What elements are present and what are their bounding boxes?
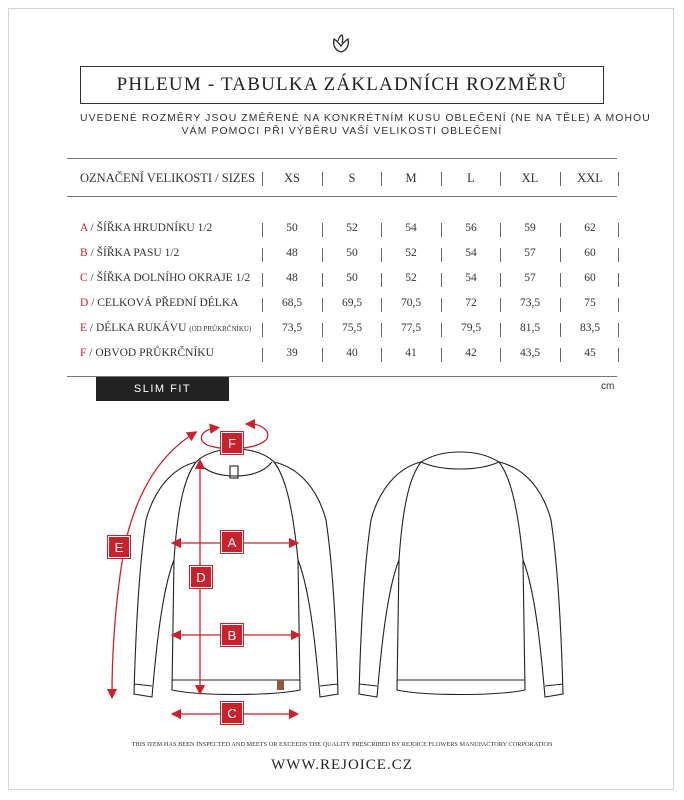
tag-b: B [221,624,243,646]
table-cell: 81,5 [519,322,541,334]
table-cell: 48 [286,272,298,284]
table-cell: 79,5 [460,322,482,334]
row-text: / ŠÍŘKA PASU 1/2 [87,247,180,259]
table-cell: 40 [346,347,358,359]
size-header-s: S [348,171,356,185]
tag-f: F [221,432,243,454]
table-cell: 50 [286,222,298,234]
tag-a: A [221,531,243,553]
row-letter: F [80,347,87,359]
table-cell: 62 [584,222,596,234]
row-letter: D [80,297,89,309]
table-cell: 52 [405,247,417,259]
row-letter: E [80,322,88,334]
back-sweater-drawing [359,452,563,697]
slim-fit-badge: SLIM FIT [96,377,229,401]
table-cell: 41 [405,347,417,359]
table-cell: 75,5 [341,322,363,334]
table-cell: 54 [465,272,477,284]
table-cell: 43,5 [519,347,541,359]
table-cell: 39 [286,347,298,359]
size-header-m: M [405,171,417,185]
table-cell: 54 [465,247,477,259]
row-text: / OBVOD PRŮKRČNÍKU [86,347,214,359]
table-cell: 72 [465,297,477,309]
size-header-xl: XL [521,171,539,185]
table-cell: 57 [524,272,536,284]
tag-e: E [108,536,130,558]
page-title: PHLEUM - TABULKA ZÁKLADNÍCH ROZMĚRŮ [80,66,604,104]
arrow-e [112,434,193,694]
size-header-label: OZNAČENÍ VELIKOSTI / SIZES [80,171,256,185]
row-text: / ŠÍŘKA HRUDNÍKU 1/2 [87,222,213,234]
table-cell: 83,5 [579,322,601,334]
quality-note: THIS ITEM HAS BEEN INSPECTED AND MEETS OR EXCEEDS THE QUALITY PRESCRIBED BY REJOICE FLOWERS MANUFACTORY CORPORATION [131,741,553,748]
table-cell: 59 [524,222,536,234]
size-header-xxl: XXL [577,171,603,185]
table-cell: 75 [584,297,596,309]
table-cell: 77,5 [400,322,422,334]
table-cell: 50 [346,247,358,259]
front-sweater-drawing [134,449,338,697]
table-cell: 54 [405,222,417,234]
table-cell: 57 [524,247,536,259]
row-letter: B [80,247,88,259]
table-cell: 68,5 [281,297,303,309]
table-cell: 52 [346,222,358,234]
table-cell: 52 [405,272,417,284]
row-text: / CELKOVÁ PŘEDNÍ DÉLKA [88,297,239,309]
table-cell: 70,5 [400,297,422,309]
table-cell: 69,5 [341,297,363,309]
unit-label: cm [601,381,615,392]
table-cell: 73,5 [519,297,541,309]
size-header-l: L [467,171,475,185]
website-link[interactable]: WWW.REJOICE.CZ [271,757,413,773]
table-cell: 48 [286,247,298,259]
tag-d: D [190,566,212,588]
table-cell: 42 [465,347,477,359]
row-text: / ŠÍŘKA DOLNÍHO OKRAJE 1/2 [87,272,251,284]
subtitle-line-2: VÁM POMOCI PŘI VÝBĚRU VAŠÍ VELIKOSTI OBLEČENÍ [181,126,503,137]
table-cell: 45 [584,347,596,359]
table-cell: 50 [346,272,358,284]
row-text: / DÉLKA RUKÁVU [87,322,190,334]
row-note: (OD PRŮKRČNÍKU) [189,325,252,333]
row-letter: C [80,272,88,284]
subtitle-line-1: UVEDENÉ ROZMĚRY JSOU ZMĚŘENÉ NA KONKRÉTNÍM KUSU OBLEČENÍ (NE NA TĚLE) A MOHOU [80,113,651,124]
table-cell: 60 [584,272,596,284]
row-letter: A [80,222,88,234]
tag-c: C [221,702,243,724]
table-cell: 56 [465,222,477,234]
size-header-xs: XS [284,171,300,185]
table-cell: 60 [584,247,596,259]
table-cell: 73,5 [281,322,303,334]
